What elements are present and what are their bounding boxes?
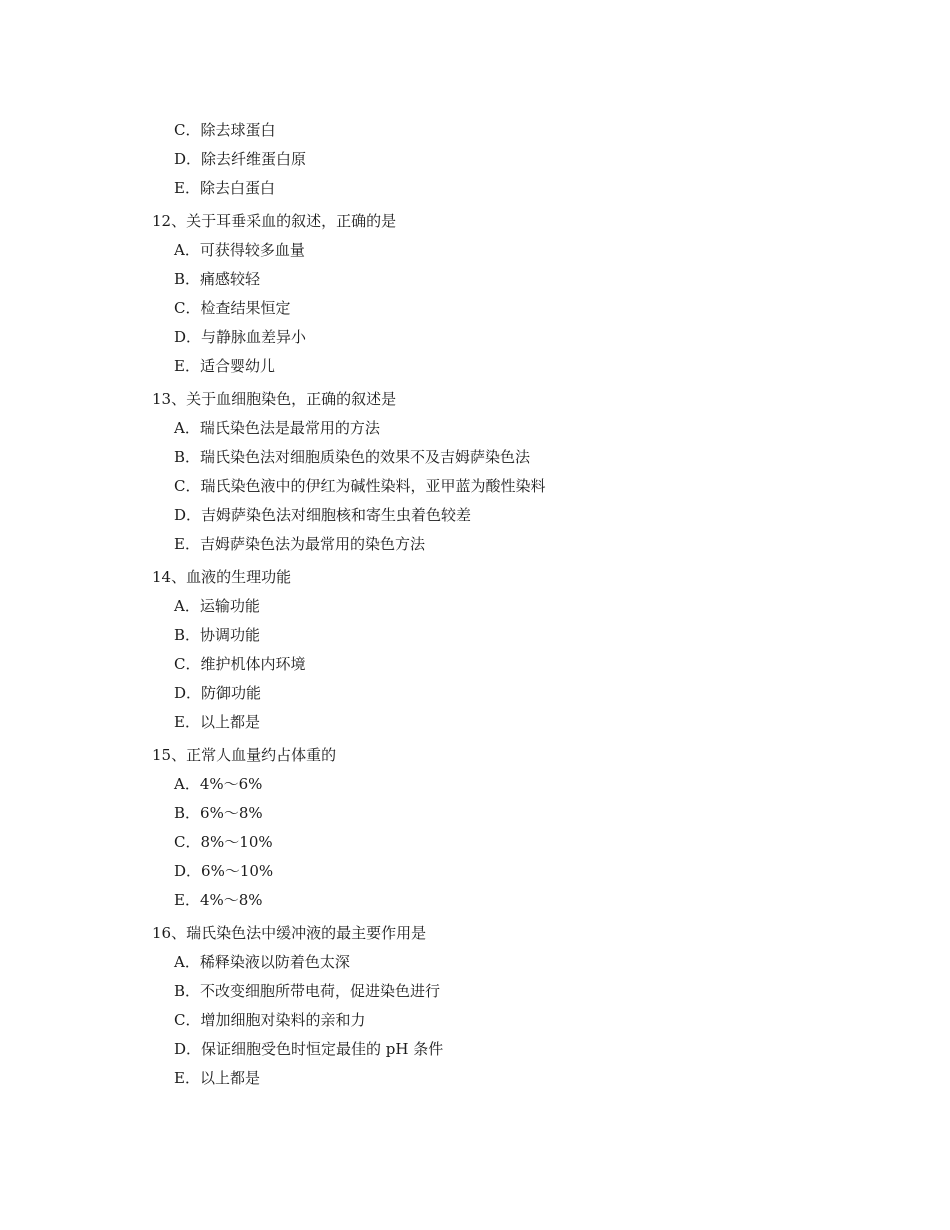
option-text: 4%～6% [199,775,263,793]
question-12-stem [152,207,852,236]
option-letter: E． [174,713,200,731]
option-text: 适合婴幼儿 [199,357,275,375]
option-letter: A． [174,241,200,259]
question-list [152,116,852,1093]
question-text: 关于血细胞染色，正确的叙述是 [186,390,397,408]
option-letter: D． [174,1040,202,1058]
option-a [152,592,852,621]
option-letter: B． [174,626,201,644]
option-c [152,116,852,145]
question-text: 正常人血量约占体重的 [186,746,337,764]
option-d [152,145,852,174]
option-b [152,621,852,650]
option-a [152,236,852,265]
option-letter: C． [174,655,201,673]
option-text: 8%～10% [200,833,273,851]
option-b [152,977,852,1006]
option-text: 增加细胞对染料的亲和力 [200,1011,366,1029]
option-text: 除去纤维蛋白原 [201,150,307,168]
option-text: 维护机体内环境 [200,655,306,673]
option-letter: D． [174,150,202,168]
option-text: 以上都是 [199,1069,260,1087]
option-text: 瑞氏染色法是最常用的方法 [199,419,380,437]
option-letter: C． [174,477,201,495]
option-letter: C． [174,833,201,851]
option-letter: D． [174,684,202,702]
question-number: 16、 [152,924,187,942]
option-letter: C． [174,299,201,317]
option-text: 4%～8% [199,891,263,909]
option-e [152,174,852,203]
option-text: 防御功能 [201,684,262,702]
option-letter: E． [174,357,200,375]
option-letter: D． [174,862,202,880]
option-b [152,265,852,294]
option-text: 运输功能 [199,597,260,615]
question-text: 关于耳垂采血的叙述，正确的是 [186,212,397,230]
option-d [152,679,852,708]
option-text: 稀释染液以防着色太深 [199,953,350,971]
option-b [152,443,852,472]
question-13-stem [152,385,852,414]
option-a [152,948,852,977]
question-15-stem [152,741,852,770]
option-text: 6%～8% [200,804,263,822]
option-letter: B． [174,804,201,822]
option-c [152,650,852,679]
option-letter: E． [174,535,200,553]
question-16-stem [152,919,852,948]
option-text: 可获得较多血量 [199,241,305,259]
option-text: 痛感较轻 [200,270,261,288]
option-c [152,1006,852,1035]
option-d [152,1035,852,1064]
option-text: 瑞氏染色液中的伊红为碱性染料，亚甲蓝为酸性染料 [200,477,546,495]
question-text: 瑞氏染色法中缓冲液的最主要作用是 [186,924,427,942]
option-text: 吉姆萨染色法对细胞核和寄生虫着色较差 [201,506,472,524]
option-text: 除去球蛋白 [200,121,276,139]
option-letter: A． [174,775,200,793]
option-text: 吉姆萨染色法为最常用的染色方法 [199,535,425,553]
question-14-stem [152,563,852,592]
option-a [152,770,852,799]
option-letter: B． [174,448,201,466]
option-e [152,708,852,737]
option-d [152,323,852,352]
option-text: 瑞氏染色法对细胞质染色的效果不及吉姆萨染色法 [200,448,531,466]
option-letter: E． [174,179,200,197]
option-text: 以上都是 [199,713,260,731]
option-b [152,799,852,828]
option-letter: D． [174,506,202,524]
option-e [152,1064,852,1093]
question-number: 12、 [152,212,187,230]
option-text: 协调功能 [200,626,261,644]
option-text: 与静脉血差异小 [201,328,307,346]
option-d [152,857,852,886]
option-letter: D． [174,328,202,346]
option-c [152,828,852,857]
option-e [152,352,852,381]
option-letter: A． [174,953,200,971]
option-text: 6%～10% [201,862,274,880]
option-letter: A． [174,419,200,437]
option-letter: C． [174,1011,201,1029]
option-letter: E． [174,891,200,909]
option-letter: B． [174,982,201,1000]
question-number: 14、 [152,568,187,586]
option-text: 保证细胞受色时恒定最佳的 pH 条件 [201,1040,444,1058]
option-letter: C． [174,121,201,139]
option-a [152,414,852,443]
option-e [152,530,852,559]
option-e [152,886,852,915]
question-text: 血液的生理功能 [186,568,292,586]
option-letter: E． [174,1069,200,1087]
option-text: 检查结果恒定 [200,299,291,317]
option-c [152,294,852,323]
option-letter: A． [174,597,200,615]
option-text: 不改变细胞所带电荷，促进染色进行 [200,982,441,1000]
question-number: 15、 [152,746,187,764]
option-d [152,501,852,530]
option-letter: B． [174,270,201,288]
option-text: 除去白蛋白 [199,179,275,197]
option-c [152,472,852,501]
question-number: 13、 [152,390,187,408]
